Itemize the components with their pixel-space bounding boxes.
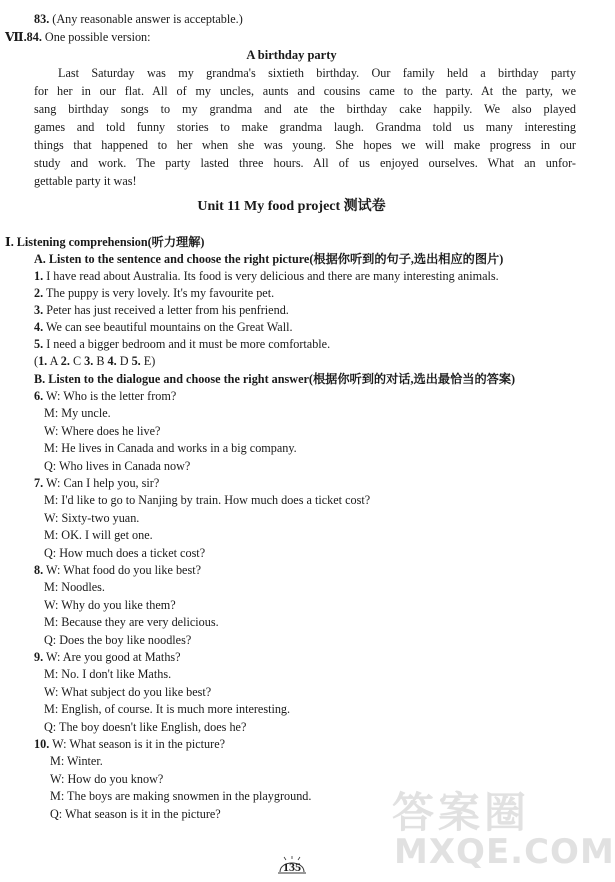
partA-item bbox=[34, 285, 274, 301]
q83-text: (Any reasonable answer is acceptable.) bbox=[52, 12, 243, 26]
q84-number: 84. bbox=[26, 30, 42, 44]
dialogue-text: Q: What season is it in the picture? bbox=[50, 806, 221, 821]
q83-line bbox=[34, 11, 243, 27]
partA-item bbox=[34, 268, 499, 284]
essay-line: sang birthday songs to my grandma and ate the birthday cake happily. We also played bbox=[34, 102, 576, 116]
dialogue-first-line bbox=[34, 388, 176, 404]
dialogue-text: M: No. I don't like Maths. bbox=[44, 667, 172, 682]
dialogue-text: W: Are you good at Maths? bbox=[45, 650, 181, 664]
item-number: 2. bbox=[34, 286, 44, 300]
partB-heading: B. Listen to the dialogue and choose the right answer(根据你听到的对话,选出最恰当的答案) bbox=[34, 372, 516, 386]
page-number-text: 135 bbox=[283, 860, 301, 874]
dialogue-text: W: What season is it in the picture? bbox=[52, 737, 226, 751]
watermark bbox=[392, 780, 615, 880]
watermark-en: MXQE.COM bbox=[394, 832, 615, 872]
dialogue-text: M: Noodles. bbox=[44, 580, 105, 595]
dialogue-text: W: Where does he live? bbox=[44, 423, 161, 438]
dialogue-number: 9. bbox=[34, 650, 44, 664]
dialogue-line bbox=[44, 510, 139, 526]
partA-item bbox=[34, 336, 330, 352]
dialogue-text: M: English, of course. It is much more interesting. bbox=[44, 702, 291, 717]
dialogue-text: W: Who is the letter from? bbox=[45, 389, 177, 403]
dialogue-line bbox=[44, 684, 211, 700]
answer-value: D bbox=[119, 354, 129, 368]
answer-value: A bbox=[49, 354, 58, 368]
answer-number: 2. bbox=[60, 354, 70, 368]
section7-label: Ⅶ. bbox=[5, 30, 27, 44]
dialogue-line bbox=[44, 614, 219, 630]
q83-number: 83. bbox=[34, 12, 50, 26]
item-text: Peter has just received a letter from his penfriend. bbox=[46, 303, 289, 317]
dialogue-number: 7. bbox=[34, 476, 44, 490]
dialogue-line bbox=[44, 701, 290, 717]
item-text: We can see beautiful mountains on the Great Wall. bbox=[45, 320, 293, 334]
partA-heading: A. Listen to the sentence and choose the right picture(根据你听到的句子,选出相应的图片) bbox=[34, 252, 504, 266]
watermark-cn: 答案圈 bbox=[392, 788, 531, 837]
dialogue-text: M: OK. I will get one. bbox=[44, 528, 153, 543]
dialogue-text: M: Because they are very delicious. bbox=[44, 615, 219, 630]
essay-line: study and work. The party lasted three hours. All of us enjoyed ourselves. What an unfor- bbox=[34, 156, 576, 170]
partA-item bbox=[34, 302, 289, 318]
dialogue-text: Q: Does the boy like noodles? bbox=[44, 632, 192, 647]
dialogue-number: 8. bbox=[34, 563, 44, 577]
dialogue-text: Q: The boy doesn't like English, does he? bbox=[44, 719, 247, 734]
unit-title: Unit 11 My food project 测试卷 bbox=[197, 199, 386, 214]
dialogue-line bbox=[44, 492, 370, 508]
dialogue-text: W: How do you know? bbox=[50, 771, 164, 786]
dialogue-line bbox=[44, 527, 153, 543]
dialogue-line bbox=[44, 719, 246, 735]
answer-number: 5. bbox=[131, 354, 141, 368]
item-text: The puppy is very lovely. It's my favourite pet. bbox=[45, 286, 275, 300]
dialogue-text: W: What subject do you like best? bbox=[44, 684, 212, 699]
dialogue-line bbox=[44, 405, 111, 421]
partA-item bbox=[34, 319, 293, 335]
essay-title: A birthday party bbox=[246, 48, 337, 62]
dialogue-line bbox=[50, 753, 103, 769]
essay-line: gettable party it was! bbox=[34, 174, 137, 188]
dialogue-first-line bbox=[34, 736, 225, 752]
dialogue-number: 6. bbox=[34, 389, 44, 403]
dialogue-first-line bbox=[34, 649, 181, 665]
essay-line: things that happened to her when she was young. She hopes we will make progress in our bbox=[34, 138, 576, 152]
item-text: I need a bigger bedroom and it must be more comfortable. bbox=[46, 337, 331, 351]
dialogue-text: W: Sixty-two yuan. bbox=[44, 510, 140, 525]
section1-label: Ⅰ. Listening comprehension(听力理解) bbox=[5, 235, 205, 249]
dialogue-first-line bbox=[34, 562, 201, 578]
dialogue-line bbox=[44, 440, 297, 456]
dialogue-text: M: My uncle. bbox=[44, 406, 111, 421]
dialogue-line bbox=[44, 458, 190, 474]
answer-value: E bbox=[143, 354, 152, 368]
dialogue-text: W: What food do you like best? bbox=[45, 563, 201, 577]
dialogue-text: M: Winter. bbox=[50, 754, 103, 769]
dialogue-line bbox=[44, 545, 205, 561]
answer-number: 4. bbox=[107, 354, 117, 368]
dialogue-text: M: I'd like to go to Nanjing by train. How much does a ticket cost? bbox=[44, 493, 371, 508]
dialogue-text: M: The boys are making snowmen in the playground. bbox=[50, 789, 312, 804]
dialogue-text: W: Can I help you, sir? bbox=[45, 476, 160, 490]
q84-line bbox=[5, 29, 151, 45]
item-number: 1. bbox=[34, 269, 44, 283]
dialogue-line bbox=[44, 423, 160, 439]
dialogue-line bbox=[44, 597, 176, 613]
answer-value: B bbox=[96, 354, 105, 368]
item-number: 3. bbox=[34, 303, 44, 317]
essay-line: games and told funny stories to make grandma laugh. Grandma told us many interesting bbox=[34, 120, 576, 134]
item-text: I have read about Australia. Its food is very delicious and there are many interesting animals. bbox=[46, 269, 499, 283]
dialogue-line bbox=[44, 666, 171, 682]
dialogue-text: Q: How much does a ticket cost? bbox=[44, 545, 206, 560]
dialogue-line bbox=[50, 771, 163, 787]
item-number: 4. bbox=[34, 320, 44, 334]
essay-line: for her in our flat. All of my uncles, aunts and cousins came to the party. At the party, we bbox=[34, 84, 576, 98]
dialogue-line bbox=[44, 632, 191, 648]
item-number: 5. bbox=[34, 337, 44, 351]
page-number bbox=[276, 858, 308, 876]
q84-text: One possible version: bbox=[44, 30, 151, 44]
dialogue-text: Q: Who lives in Canada now? bbox=[44, 458, 191, 473]
dialogue-first-line bbox=[34, 475, 159, 491]
answer-number: 1. bbox=[38, 354, 48, 368]
dialogue-line bbox=[50, 788, 311, 804]
essay-line: Last Saturday was my grandma's sixtieth birthday. Our family held a birthday party bbox=[58, 66, 576, 80]
partA-answers: (1. A 2. C 3. B 4. D 5. E) bbox=[34, 354, 156, 368]
dialogue-line bbox=[50, 806, 221, 822]
dialogue-line bbox=[44, 579, 105, 595]
dialogue-text: M: He lives in Canada and works in a big company. bbox=[44, 441, 297, 456]
dialogue-text: W: Why do you like them? bbox=[44, 597, 176, 612]
answer-number: 3. bbox=[84, 354, 94, 368]
dialogue-number: 10. bbox=[34, 737, 50, 751]
answer-value: C bbox=[72, 354, 82, 368]
